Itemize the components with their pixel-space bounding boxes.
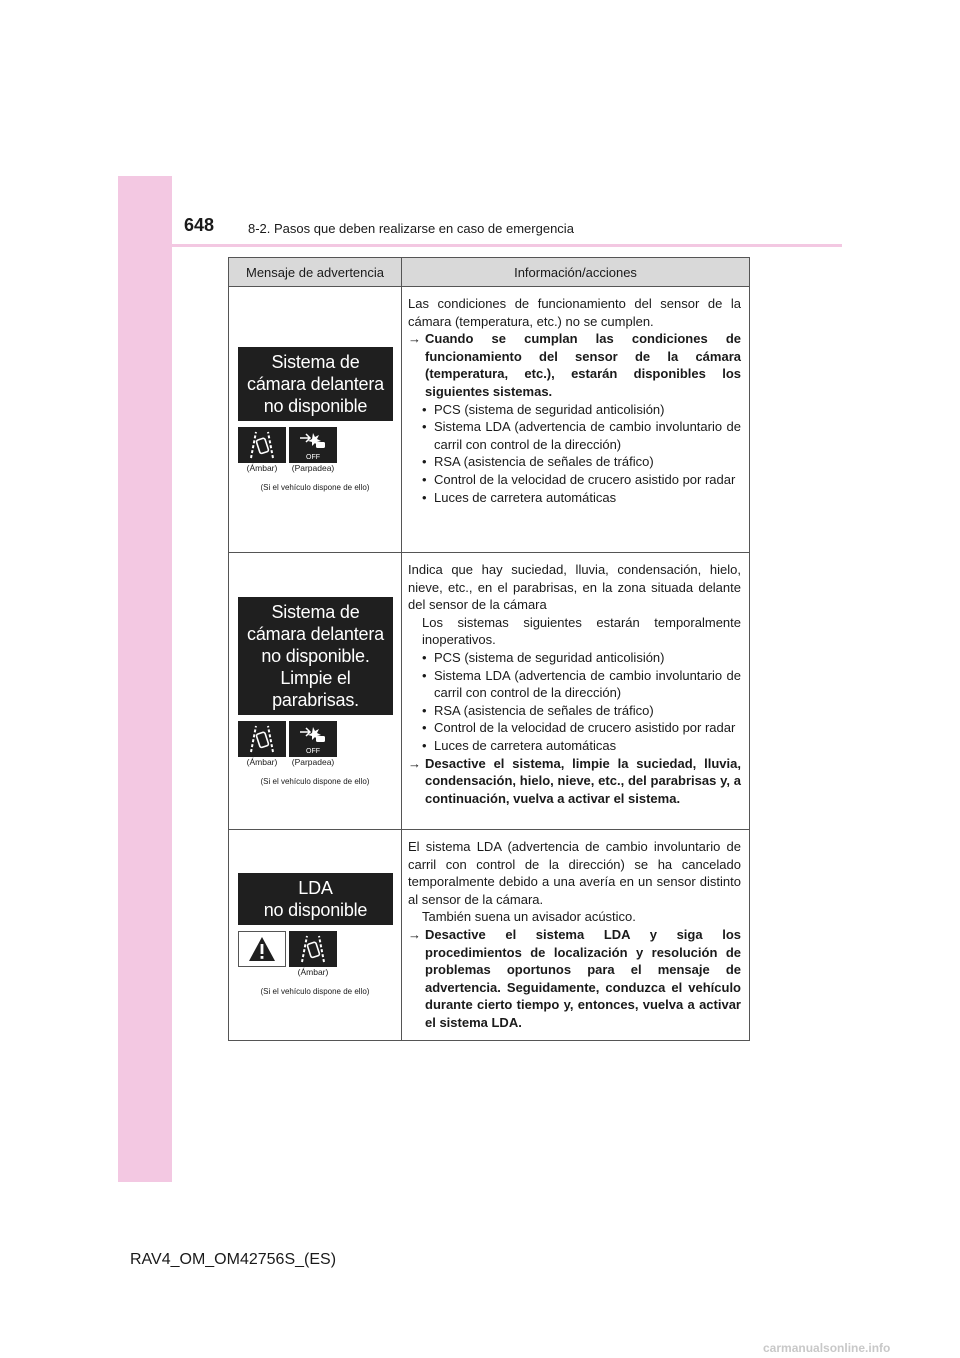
svg-text:OFF: OFF xyxy=(306,454,320,461)
info-cell xyxy=(402,830,750,1041)
screen-line: LDA xyxy=(298,878,333,899)
list-item: • RSA (asistencia de señales de tráfico) xyxy=(422,454,654,470)
screen-line: Sistema de xyxy=(271,352,360,372)
action-item: → Desactive el sistema LDA y siga los procedimientos de localización y resolución de problemas oportunos para el mensaje de advertencia. Seguidamente, conduzca el vehículo durante cierto tiempo y, entonces, vuelva a activar el sistema LDA. xyxy=(408,926,741,1030)
list-item: • RSA (asistencia de señales de tráfico) xyxy=(422,702,654,718)
list-item: • Sistema LDA (advertencia de cambio involuntario de carril con control de la dirección) xyxy=(422,419,741,452)
lda-amber-icon xyxy=(289,931,337,967)
condition-text: El sistema LDA (advertencia de cambio involuntario de carril con control de la dirección) se ha cancelado temporalmente debido a una avería en un sensor distinto al sensor de la cámara. xyxy=(408,839,741,907)
document-code: RAV4_OM_OM42756S_(ES) xyxy=(130,1251,337,1268)
screen-line: Limpie el xyxy=(280,667,351,688)
list-item: • Luces de carretera automáticas xyxy=(422,737,617,753)
pcs-off-icon xyxy=(289,427,337,463)
table-row xyxy=(229,830,750,1041)
warning-message-table xyxy=(228,257,750,1041)
screen-line: cámara delantera xyxy=(247,374,384,394)
lda-amber-icon xyxy=(238,721,286,757)
screen-line: cámara delantera xyxy=(247,623,384,644)
list-item: • PCS (sistema de seguridad anticolisión) xyxy=(422,401,665,417)
info-cell xyxy=(402,287,750,553)
list-item: • Sistema LDA (advertencia de cambio involuntario de carril con control de la dirección) xyxy=(422,667,741,701)
icon-caption: (Parpadea) xyxy=(291,463,335,473)
list-item: • PCS (sistema de seguridad anticolisión) xyxy=(422,649,665,665)
screen-line: Sistema de xyxy=(271,601,360,622)
message-cell xyxy=(229,830,402,1041)
sub-text: También suena un avisador acústico. xyxy=(422,909,636,925)
lda-amber-icon xyxy=(238,427,286,463)
action-item: → Desactive el sistema, limpie la suciedad, lluvia, condensación, hielo, nieve, etc., del parabrisas y, a continuación, vuelva a activar el sistema. xyxy=(408,755,741,806)
sub-text: Los sistemas siguientes estarán temporalmente inoperativos. xyxy=(422,614,741,648)
list-item: • Luces de carretera automáticas xyxy=(422,489,617,505)
icon-caption: (Ámbar) xyxy=(246,756,278,767)
screen-line: parabrisas. xyxy=(272,689,359,710)
display-message-screen xyxy=(238,347,393,421)
column-header-info: Información/acciones xyxy=(402,258,750,287)
display-message-screen xyxy=(238,597,393,715)
display-message-screen xyxy=(238,873,393,925)
section-title: 8-2. Pasos que deben realizarse en caso de emergencia xyxy=(248,221,574,236)
table-header-row xyxy=(229,258,750,287)
warning-triangle-icon xyxy=(238,931,286,967)
message-cell xyxy=(229,553,402,830)
screen-line: no disponible. xyxy=(261,645,370,666)
chapter-side-strip xyxy=(118,176,172,1182)
message-cell xyxy=(229,287,402,553)
info-cell xyxy=(402,553,750,830)
action-item: → Cuando se cumplan las condiciones de funcionamiento del sensor de la cámara (temperatura, etc.), estarán disponibles los siguientes sistemas. xyxy=(408,331,741,399)
icon-caption: (Ámbar) xyxy=(297,967,329,978)
header-rule xyxy=(118,244,842,247)
pcs-off-icon xyxy=(289,721,337,757)
icon-caption: (Parpadea) xyxy=(291,756,335,767)
page-number: 648 xyxy=(184,215,215,235)
availability-note: (Si el vehículo dispone de ello) xyxy=(260,776,370,786)
condition-text: Las condiciones de funcionamiento del sensor de la cámara (temperatura, etc.) no se cumplen. xyxy=(408,296,741,329)
availability-note: (Si el vehículo dispone de ello) xyxy=(260,987,370,997)
screen-line: no disponible xyxy=(263,396,368,416)
column-header-message: Mensaje de advertencia xyxy=(229,258,402,287)
table-row xyxy=(229,553,750,830)
table-row xyxy=(229,287,750,553)
svg-text:OFF: OFF xyxy=(306,747,320,755)
watermark: carmanualsonline.info xyxy=(763,1341,891,1355)
availability-note: (Si el vehículo dispone de ello) xyxy=(260,483,370,492)
condition-text: Indica que hay suciedad, lluvia, condensación, hielo, nieve, etc., en el parabrisas, en la zona situada delante del sensor de la cámara xyxy=(408,562,741,613)
icon-caption: (Ámbar) xyxy=(246,463,278,473)
list-item: • Control de la velocidad de crucero asistido por radar xyxy=(422,720,736,736)
screen-line: no disponible xyxy=(263,900,368,921)
list-item: • Control de la velocidad de crucero asistido por radar xyxy=(422,471,736,487)
